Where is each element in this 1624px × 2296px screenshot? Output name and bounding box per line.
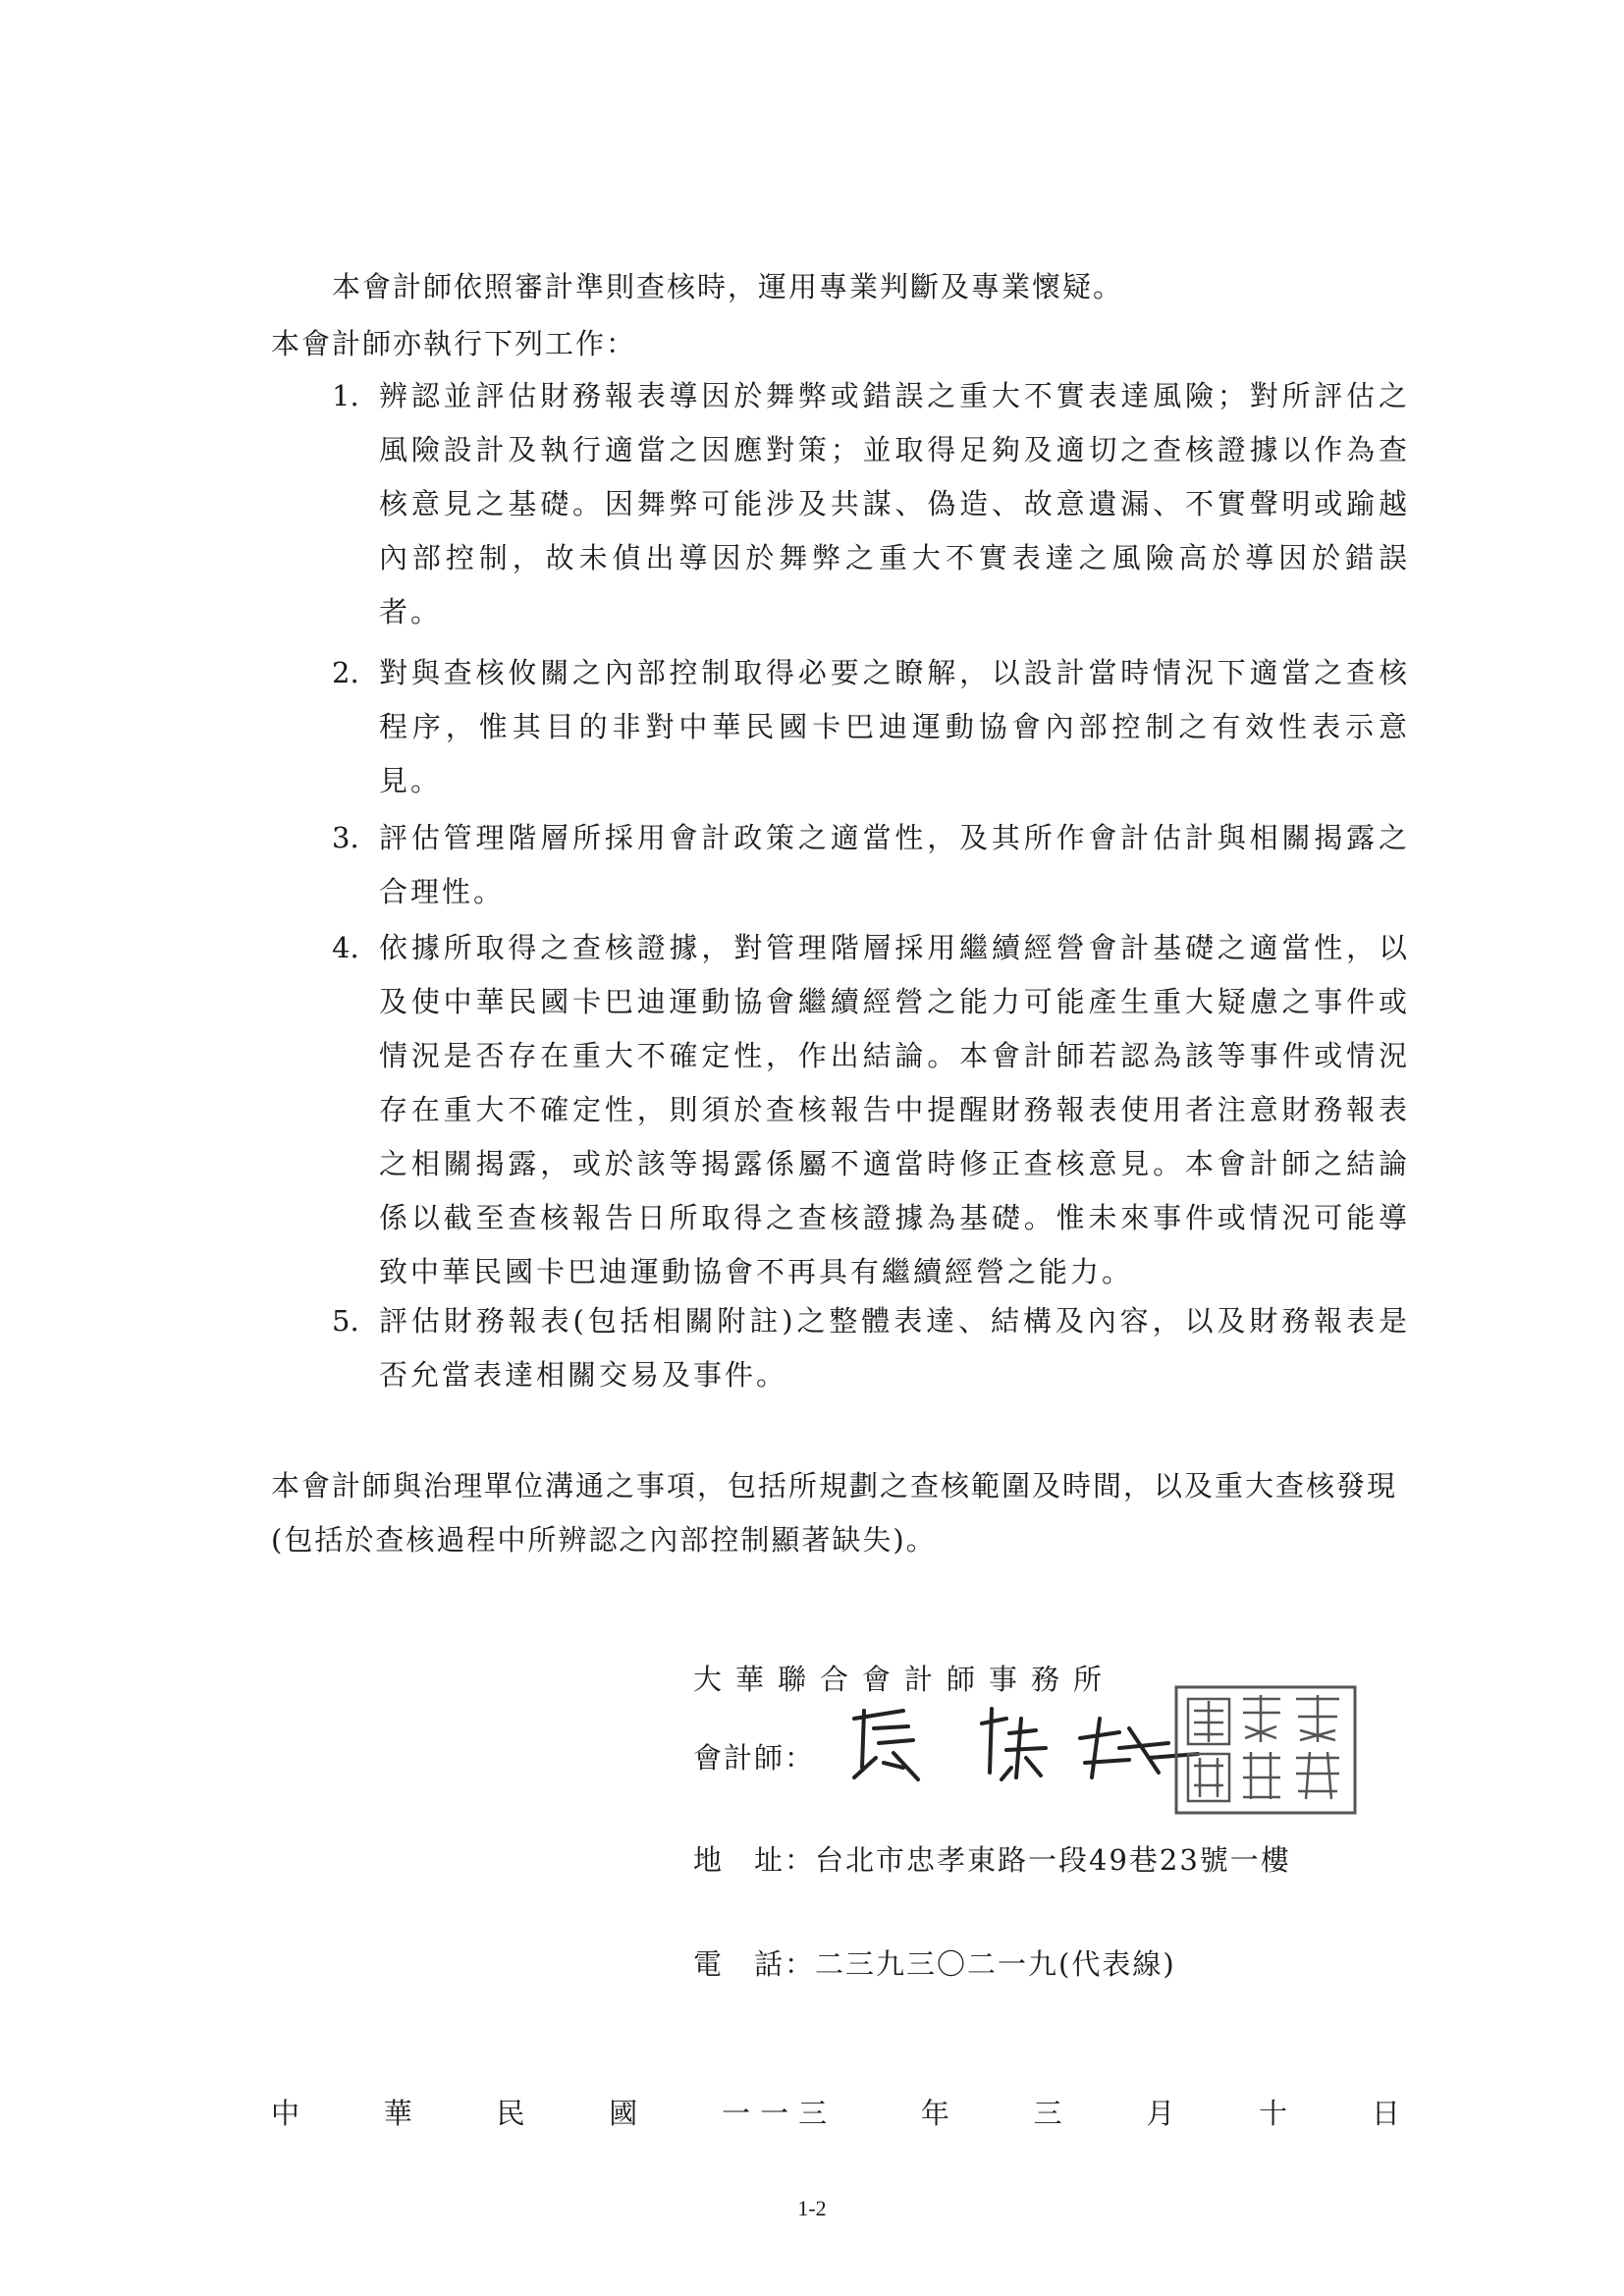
date-char: 三: [1033, 2097, 1062, 2130]
list-item-number: 4.: [332, 931, 359, 964]
report-date: [271, 2092, 1400, 2132]
date-char: 一一三: [722, 2097, 838, 2130]
list-item-number: 1.: [332, 379, 359, 412]
date-char: 中: [271, 2097, 300, 2130]
list-item-text: 對與查核攸關之內部控制取得必要之瞭解，以設計當時情況下適當之查核程序，惟其目的非對中華民國卡巴迪運動協會內部控制之有效性表示意見。: [379, 656, 1410, 797]
date-char: 年: [920, 2097, 949, 2130]
date-char: 月: [1146, 2097, 1175, 2130]
closing-paragraph: 本會計師與治理單位溝通之事項，包括所規劃之查核範圍及時間，以及重大查核發現(包括於查核過程中所辨認之內部控制顯著缺失)。: [271, 1469, 1398, 1557]
intro-line-2: 本會計師亦執行下列工作：: [271, 327, 637, 360]
accountant-label: 會計師：: [693, 1741, 816, 1775]
list-item-number: 2.: [332, 656, 359, 689]
firm-phone: 電 話：二三九三〇二一九(代表線): [693, 1947, 1176, 1981]
list-item-text: 評估管理階層所採用會計政策之適當性，及其所作會計估計與相關揭露之合理性。: [379, 821, 1410, 908]
date-char: 華: [383, 2097, 412, 2130]
intro-line-1: 本會計師依照審計準則查核時，運用專業判斷及專業懷疑。: [332, 270, 1124, 303]
handwritten-signature: [835, 1689, 1208, 1797]
list-item-number: 3.: [332, 821, 359, 854]
date-char: 國: [609, 2097, 638, 2130]
date-char: 日: [1371, 2097, 1400, 2130]
list-item-text: 依據所取得之查核證據，對管理階層採用繼續經營會計基礎之適當性，以及使中華民國卡巴迪運動協會繼續經營之能力可能產生重大疑慮之事件或情況是否存在重大不確定性，作出結論。本會計師若認為該等事件或情況存在重大不確定性，則須於查核報告中提醒財務報表使用者注意財務報表之相關揭露，或於該等揭露係屬不適當時修正查核意見。本會計師之結論係以截至查核報告日所取得之查核證據為基礎。惟未來事件或情況可能導致中華民國卡巴迪運動協會不再具有繼續經營之能力。: [379, 931, 1410, 1288]
list-item-number: 5.: [332, 1304, 359, 1338]
page-number: 1-2: [797, 2196, 827, 2220]
list-item-text: 評估財務報表(包括相關附註)之整體表達、結構及內容，以及財務報表是否允當表達相關交易及事件。: [379, 1304, 1410, 1392]
date-char: 十: [1259, 2097, 1288, 2130]
accountant-seal: [1172, 1683, 1359, 1817]
list-item-text: 辨認並評估財務報表導因於舞弊或錯誤之重大不實表達風險；對所評估之風險設計及執行適當之因應對策；並取得足夠及適切之查核證據以作為查核意見之基礎。因舞弊可能涉及共謀、偽造、故意遺漏、不實聲明或踰越內部控制，故未偵出導因於舞弊之重大不實表達之風險高於導因於錯誤者。: [379, 379, 1410, 629]
date-char: 民: [496, 2097, 525, 2130]
firm-address: 地 址：台北市忠孝東路一段49巷23號一樓: [693, 1843, 1291, 1877]
firm-name: 大華聯合會計師事務所: [693, 1663, 1116, 1696]
